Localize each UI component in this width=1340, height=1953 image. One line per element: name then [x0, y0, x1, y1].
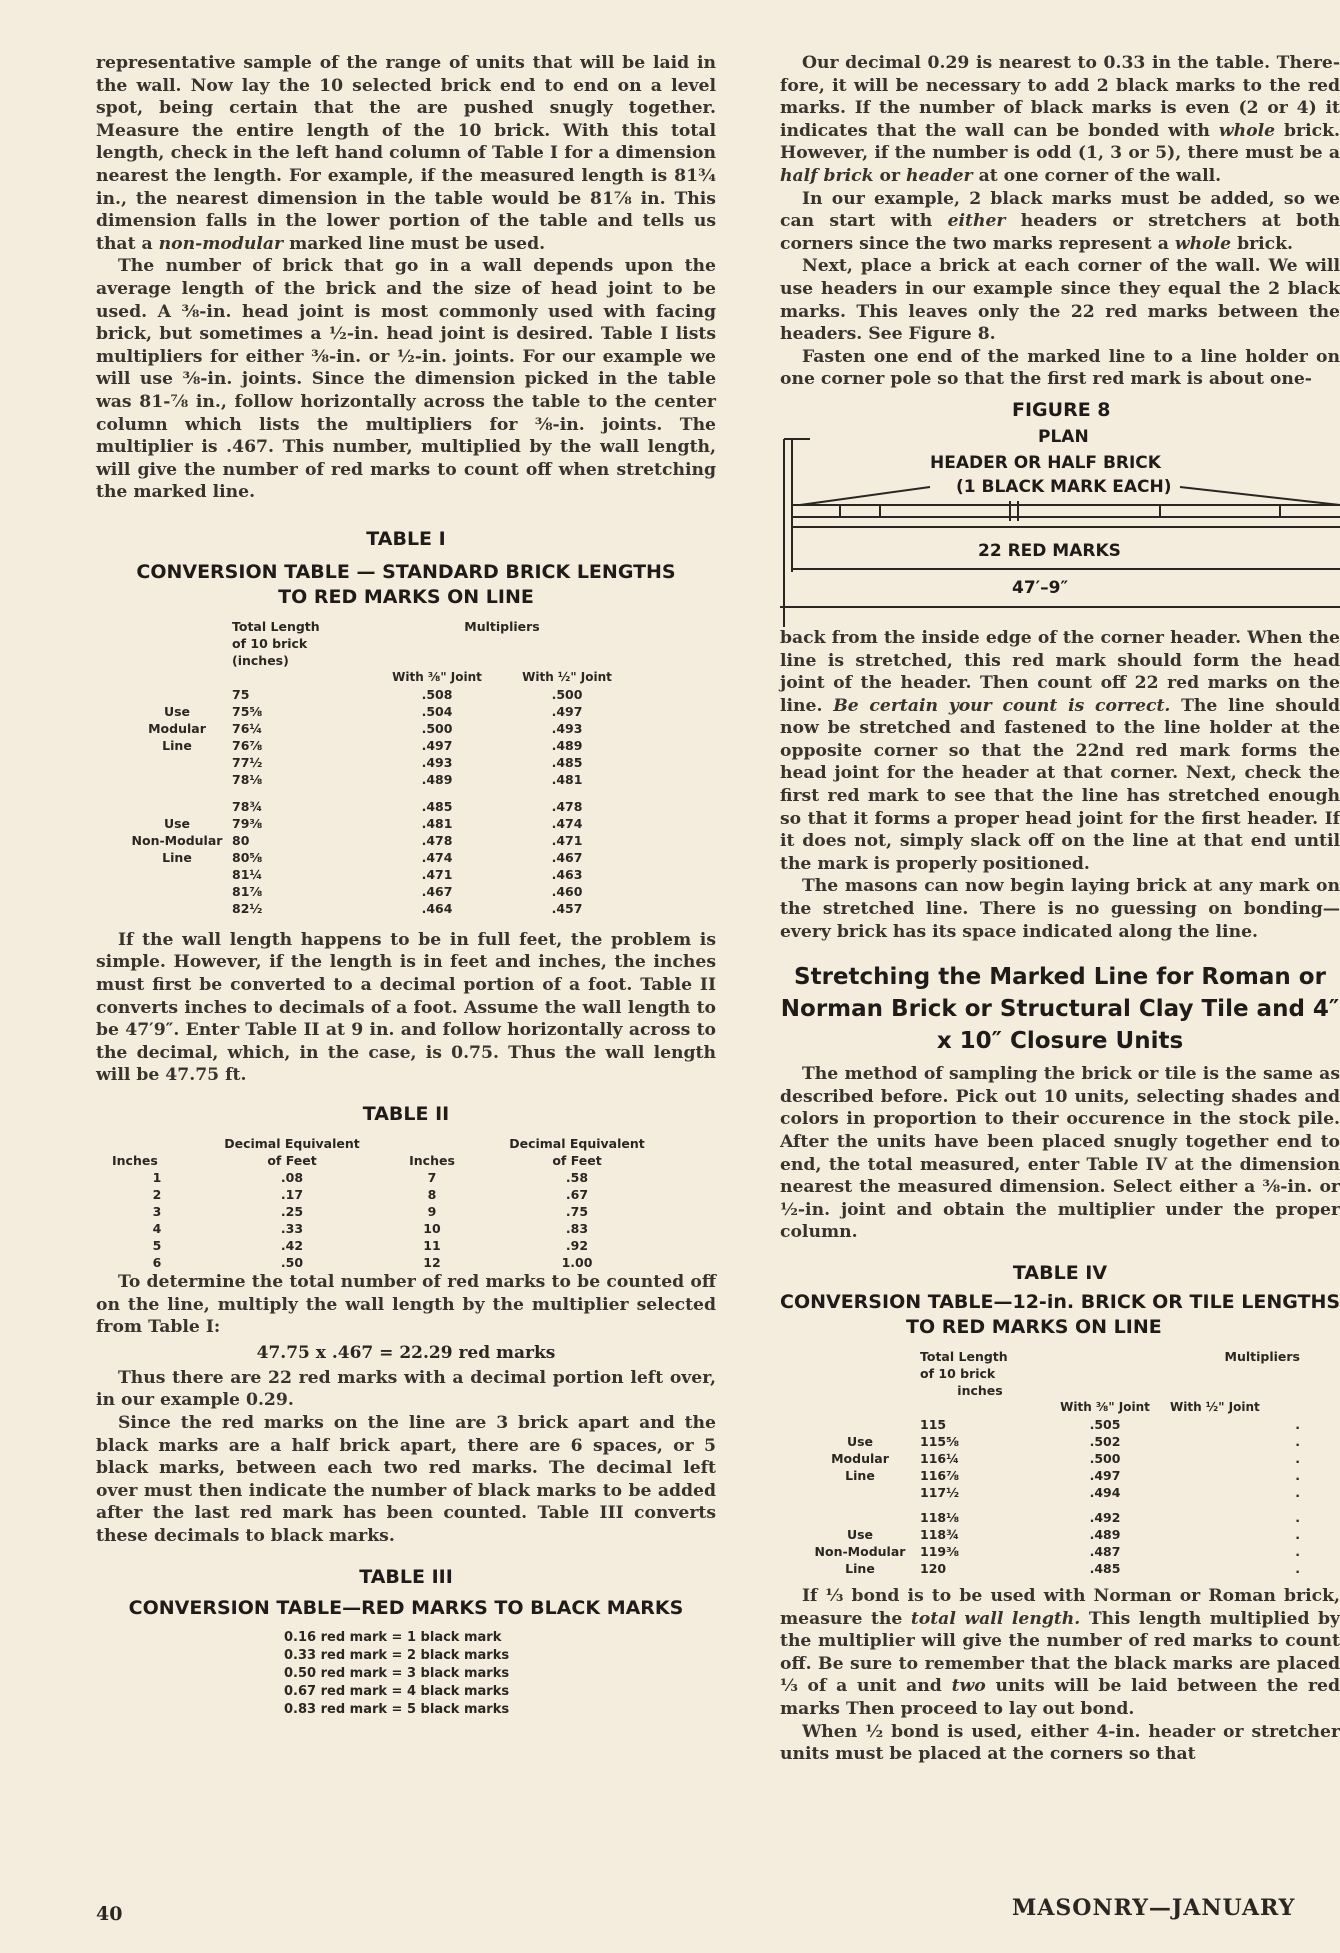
table-row — [112, 1203, 672, 1220]
table-cell: Modular — [831, 1450, 889, 1466]
table-cell: . — [1295, 1526, 1300, 1542]
table-cell: 116⅞ — [920, 1467, 960, 1483]
table-row — [122, 866, 632, 883]
table-cell: .489 — [551, 737, 583, 753]
table-1-title: CONVERSION TABLE — STANDARD BRICK LENGTHS TO RED MARKS ON LINE — [136, 560, 676, 608]
table-cell: 118¾ — [920, 1526, 960, 1542]
table-1: Total Length of 10 brick (inches) Multipliers With ⅜" Joint With ½" Joint 75 .508 .500 Use 75⅝ .504 .497 Modular 76¼ .500 .493 Line 76⅞ .497 .489 77½ .493 .485 78⅛ .489 .481 78¾ .485 .478 Use 79⅜ .481 .474 Non-Modular 80 .478 .471 Line 80⅝ .474 .467 81¼ .471 .463 81⅞ .467 .460 82½ .464 .457 — [122, 618, 632, 917]
table-row — [122, 703, 632, 720]
paragraph: The method of sampling the brick or tile is the same as described before. Pick out 10 units, selecting shades and colors in proportion to their occurence in the stock pile. After the units have been placed snugly together end to end, the total measured, enter Table IV at the dimension nearest the measured dimension. Select either a ⅜-in. or ½-in. joint and obtain the multiplier under the proper column. — [780, 1064, 1340, 1243]
table-cell: .471 — [551, 832, 583, 848]
table-cell: 115⅝ — [920, 1433, 960, 1449]
table-row — [122, 754, 632, 771]
table-row: 0.67 red mark = 4 black marks — [284, 1683, 510, 1699]
paragraph: The number of brick that go in a wall depends upon the average length of the brick and the size of head joint to be used. A ⅜-in. head joint is most commonly used with facing brick, but sometimes a ½-in. head joint is desired. Table I lists multipliers for either ⅜-in. or ½-in. joints. For our example we will use ⅜-in. joints. Since the dimension picked in the table was 81-⅞ in., follow horizontally across the table to the center column which lists the multipliers for ⅜-in. joints. The multiplier is .467. This number, multiplied by the wall length, will give the number of red marks to count off when stretching the marked line. — [96, 256, 716, 503]
table-cell: 78⅛ — [232, 771, 263, 787]
table-row — [800, 1543, 1300, 1560]
table-cell: .474 — [421, 849, 453, 865]
table-cell: . — [1295, 1416, 1300, 1432]
formula: 47.75 x .467 = 22.29 red marks — [256, 1342, 556, 1363]
table-row — [800, 1416, 1300, 1433]
table-3-title: CONVERSION TABLE—RED MARKS TO BLACK MARKS — [128, 1596, 684, 1619]
paragraph: In our example, 2 black marks must be added, so we can start with either headers or stretchers at both corners since the two marks represent a whole brick. — [780, 188, 1340, 254]
table-cell — [122, 866, 232, 883]
table-cell: 10 — [423, 1221, 441, 1237]
table-cell: .487 — [1089, 1543, 1121, 1559]
table-cell: .494 — [1089, 1484, 1121, 1500]
table-4: Total Length of 10 brick inches Multipliers With ⅜" Joint With ½" Joint 115 .505 . Use 115⅝ .502 . Modular 116¼ .500 . Line 116⅞ .497 . 117½ .494 . 118⅛ .492 . Use 118¾ .489 . Non-Modular 119⅜ .487 . Line 120 .485 . — [800, 1348, 1300, 1577]
table-cell: .42 — [280, 1238, 304, 1254]
table-cell: Non-Modular — [131, 832, 223, 848]
table-cell: . — [1295, 1509, 1300, 1525]
table-row — [800, 1484, 1300, 1501]
table-cell: 117½ — [920, 1484, 960, 1500]
table-cell: 1 — [152, 1170, 162, 1186]
table-row — [122, 798, 632, 815]
table-cell: .485 — [551, 754, 583, 770]
table-cell: . — [1295, 1433, 1300, 1449]
table-cell: 8 — [427, 1187, 437, 1203]
table-cell: .500 — [551, 686, 583, 702]
table-cell: .08 — [280, 1170, 304, 1186]
table-cell: 82½ — [232, 900, 263, 916]
table-cell: 81⅞ — [232, 883, 263, 899]
table-cell: .489 — [421, 771, 453, 787]
table-1-label: TABLE I — [366, 527, 446, 550]
paragraph: Fasten one end of the marked line to a line holder on one corner pole so that the first red mark is about one- — [780, 346, 1340, 390]
table-cell — [800, 1509, 920, 1526]
figure-plan-label: PLAN — [1038, 426, 1089, 447]
table-cell: Line — [162, 737, 192, 753]
table-2-label: TABLE II — [362, 1103, 450, 1126]
table-cell: 115 — [920, 1416, 947, 1432]
table-row: 0.16 red mark = 1 black mark — [284, 1629, 502, 1645]
table-row — [800, 1467, 1300, 1484]
table-cell — [122, 771, 232, 788]
table-cell: .492 — [1089, 1509, 1121, 1525]
table-row — [122, 720, 632, 737]
table-cell: 3 — [152, 1204, 162, 1220]
table-cell: Use — [163, 703, 191, 719]
left-column — [96, 52, 716, 1719]
table-cell: .50 — [280, 1255, 304, 1271]
table-3 — [284, 1629, 716, 1719]
paragraph: If ⅓ bond is to be used with Norman or Roman brick, measure the total wall length. This length multiplied by the multiplier will give the number of red marks to count off. Be sure to remember that the black marks are placed ⅓ of a unit and two units will be laid between the red marks Then proceed to lay out bond. — [780, 1585, 1340, 1719]
table-cell: 75⅝ — [232, 703, 263, 719]
table-cell: .17 — [280, 1187, 304, 1203]
table-cell: .25 — [280, 1204, 304, 1220]
table-cell: 7 — [427, 1170, 437, 1186]
table-cell: Non-Modular — [814, 1543, 906, 1559]
table-cell: . — [1295, 1467, 1300, 1483]
table-3-label: TABLE III — [359, 1565, 453, 1588]
table-cell: .508 — [421, 686, 453, 702]
table-cell: .489 — [1089, 1526, 1121, 1542]
figure-header-label: HEADER OR HALF BRICK — [930, 452, 1161, 473]
table-cell — [122, 900, 232, 917]
table-cell: .497 — [551, 703, 583, 719]
table-row — [800, 1450, 1300, 1467]
paragraph: To determine the total number of red marks to be counted off on the line, multiply the wall length by the multiplier selected from Table I: — [96, 1272, 716, 1338]
table-cell: .75 — [565, 1204, 589, 1220]
table-cell: .500 — [421, 720, 453, 736]
paragraph: Thus there are 22 red marks with a decimal portion left over, in our example 0.29. — [96, 1367, 716, 1411]
table-row: 0.33 red mark = 2 black marks — [284, 1647, 510, 1663]
table-row — [112, 1237, 672, 1254]
table-cell: .478 — [421, 832, 453, 848]
table-row — [122, 849, 632, 866]
table-cell: 4 — [152, 1221, 162, 1237]
table-cell: . — [1295, 1450, 1300, 1466]
table-cell: .457 — [551, 900, 583, 916]
table-row — [122, 832, 632, 849]
table-4-title: CONVERSION TABLE—12-in. BRICK OR TILE LENGTHS TO RED MARKS ON LINE — [780, 1290, 1340, 1338]
table-cell: .504 — [421, 703, 453, 719]
paragraph: Next, place a brick at each corner of the wall. We will use headers in our example since they equal the 2 black marks. This leaves only the 22 red marks between the headers. See Figure 8. — [780, 256, 1340, 345]
table-cell: .464 — [421, 900, 453, 916]
table-cell: 2 — [152, 1187, 162, 1203]
table-cell: .497 — [1089, 1467, 1121, 1483]
table-row — [112, 1220, 672, 1237]
table-cell: .463 — [551, 866, 583, 882]
table-row — [112, 1186, 672, 1203]
table-row — [122, 900, 632, 917]
table-row: 0.50 red mark = 3 black marks — [284, 1665, 510, 1681]
table-cell: .58 — [565, 1170, 589, 1186]
table-cell: 75 — [232, 686, 250, 702]
figure-length-label: 47′–9″ — [1012, 577, 1069, 598]
table-row — [800, 1560, 1300, 1577]
table-row — [122, 737, 632, 754]
table-cell: .474 — [551, 815, 583, 831]
table-cell: .502 — [1089, 1433, 1121, 1449]
table-cell: . — [1295, 1560, 1300, 1576]
table-cell: 116¼ — [920, 1450, 960, 1466]
table-cell: 79⅜ — [232, 815, 263, 831]
table-cell: 118⅛ — [920, 1509, 960, 1525]
table-cell: 5 — [152, 1238, 162, 1254]
table-row — [112, 1254, 672, 1271]
table-cell: . — [1295, 1484, 1300, 1500]
table-cell: Line — [845, 1560, 875, 1576]
table-cell: 77½ — [232, 754, 263, 770]
table-4-label: TABLE IV — [1012, 1261, 1108, 1284]
table-row — [122, 771, 632, 788]
table-cell: 78¾ — [232, 798, 263, 814]
table-cell: .497 — [421, 737, 453, 753]
table-cell: Line — [845, 1467, 875, 1483]
table-cell: .485 — [421, 798, 453, 814]
table-cell: .92 — [565, 1238, 589, 1254]
table-cell: 76¼ — [232, 720, 263, 736]
table-cell: 1.00 — [561, 1255, 593, 1271]
table-cell: 9 — [427, 1204, 437, 1220]
table-cell: 11 — [423, 1238, 441, 1254]
table-cell: .481 — [421, 815, 453, 831]
table-cell: Use — [163, 815, 191, 831]
paragraph: Our decimal 0.29 is nearest to 0.33 in the table. There-fore, it will be necessary to add 2 black marks to the red marks. If the number of black marks is even (2 or 4) it indicates that the wall can be bonded with whole brick. However, if the number is odd (1, 3 or 5), there must be a half brick or header at one corner of the wall. — [780, 53, 1340, 186]
table-cell: .478 — [551, 798, 583, 814]
table-row — [800, 1433, 1300, 1450]
figure-red-marks-label: 22 RED MARKS — [978, 540, 1121, 561]
right-column — [780, 52, 1340, 1766]
table-cell: .493 — [551, 720, 583, 736]
figure-8 — [780, 397, 1340, 627]
table-cell: .467 — [551, 849, 583, 865]
table-cell: .481 — [551, 771, 583, 787]
table-row — [800, 1509, 1300, 1526]
table-row — [800, 1526, 1300, 1543]
paragraph: Since the red marks on the line are 3 brick apart and the black marks are a half brick apart, there are 6 spaces, or 5 black marks, between each two red marks. The decimal left over must then indicate the number of black marks to be added after the last red mark has been counted. Table III converts these decimals to black marks. — [96, 1413, 716, 1546]
table-cell — [122, 883, 232, 900]
table-2: Inches Decimal Equivalent of Feet Inches Decimal Equivalent of Feet 1 .08 7 .58 2 .17 8 .67 3 .25 9 .75 4 .33 10 .83 5 .42 11 .92 6 .50 12 1.00 — [112, 1135, 672, 1271]
table-cell: .467 — [421, 883, 453, 899]
table-cell: .67 — [565, 1187, 589, 1203]
paragraph: back from the inside edge of the corner header. When the line is stretched, this red mark should form the head joint of the header. Then count off 22 red marks on the line. Be certain your count is correct. The line should now be stretched and fastened to the line holder at the opposite corner so that the 22nd red mark forms the head joint for the header at that corner. Next, check the first red mark to see that the line has stretched enough so that it forms a proper head joint for the first header. If it does not, simply slack off on the line at that end until the mark is properly positioned. — [780, 627, 1340, 874]
table-cell: .485 — [1089, 1560, 1121, 1576]
paragraph: When ½ bond is used, either 4-in. header or stretcher units must be placed at the corners so that — [780, 1721, 1340, 1765]
figure-title: FIGURE 8 — [1012, 398, 1111, 421]
page-number: 40 — [96, 1903, 123, 1925]
table-cell — [800, 1416, 920, 1433]
table-cell — [122, 798, 232, 815]
table-cell: 76⅞ — [232, 737, 263, 753]
table-row — [122, 815, 632, 832]
table-cell: .493 — [421, 754, 453, 770]
table-cell: 80⅝ — [232, 849, 263, 865]
table-cell: 120 — [920, 1560, 947, 1576]
table-cell: . — [1295, 1543, 1300, 1559]
table-cell — [122, 686, 232, 703]
table-cell: 6 — [152, 1255, 162, 1271]
table-cell: .471 — [421, 866, 453, 882]
table-cell: Line — [162, 849, 192, 865]
table-cell: 81¼ — [232, 866, 263, 882]
table-cell: .500 — [1089, 1450, 1121, 1466]
table-cell: .83 — [565, 1221, 589, 1237]
publication-footer: MASONRY—JANUARY — [1012, 1895, 1296, 1921]
table-row — [122, 883, 632, 900]
table-cell: 12 — [423, 1255, 441, 1271]
table-cell: .460 — [551, 883, 583, 899]
section-heading: Stretching the Marked Line for Roman or Norman Brick or Structural Clay Tile and 4″ x 10″ Closure Units — [780, 964, 1340, 1055]
table-cell: Use — [846, 1526, 874, 1542]
table-cell — [800, 1484, 920, 1501]
paragraph: The masons can now begin laying brick at any mark on the stretched line. There is no guessing on bonding—every brick has its space indicated along the line. — [780, 876, 1340, 942]
figure-black-mark-label: (1 BLACK MARK EACH) — [956, 476, 1172, 497]
table-row — [112, 1169, 672, 1186]
table-cell: 80 — [232, 832, 250, 848]
paragraph: If the wall length happens to be in full feet, the problem is simple. However, if the length is in feet and inches, the inches must first be converted to a decimal portion of a foot. Table II converts inches to decimals of a foot. Assume the wall length to be 47′9″. Enter Table II at 9 in. and follow horizontally across to the decimal, which, in the case, is 0.75. Thus the wall length will be 47.75 ft. — [96, 929, 716, 1086]
table-cell — [122, 754, 232, 771]
table-cell: .33 — [280, 1221, 304, 1237]
table-cell: Use — [846, 1433, 874, 1449]
table-cell: 119⅜ — [920, 1543, 960, 1559]
paragraph: representative sample of the range of units that will be laid in the wall. Now lay the 10 selected brick end to end on a level spot, being certain that the are pushed snugly together. Measure the entire length of the 10 brick. With this total length, check in the left hand column of Table I for a dimension nearest the length. For example, if the measured length is 81¾ in., the nearest dimension in the table would be 81⅞ in. This dimension falls in the lower portion of the table and tells us that a non-modular marked line must be used. — [96, 53, 716, 254]
table-row — [122, 686, 632, 703]
table-cell: Modular — [148, 720, 206, 736]
table-cell: .505 — [1089, 1416, 1121, 1432]
table-row: 0.83 red mark = 5 black marks — [284, 1701, 510, 1717]
figure-drawing — [780, 397, 1340, 627]
